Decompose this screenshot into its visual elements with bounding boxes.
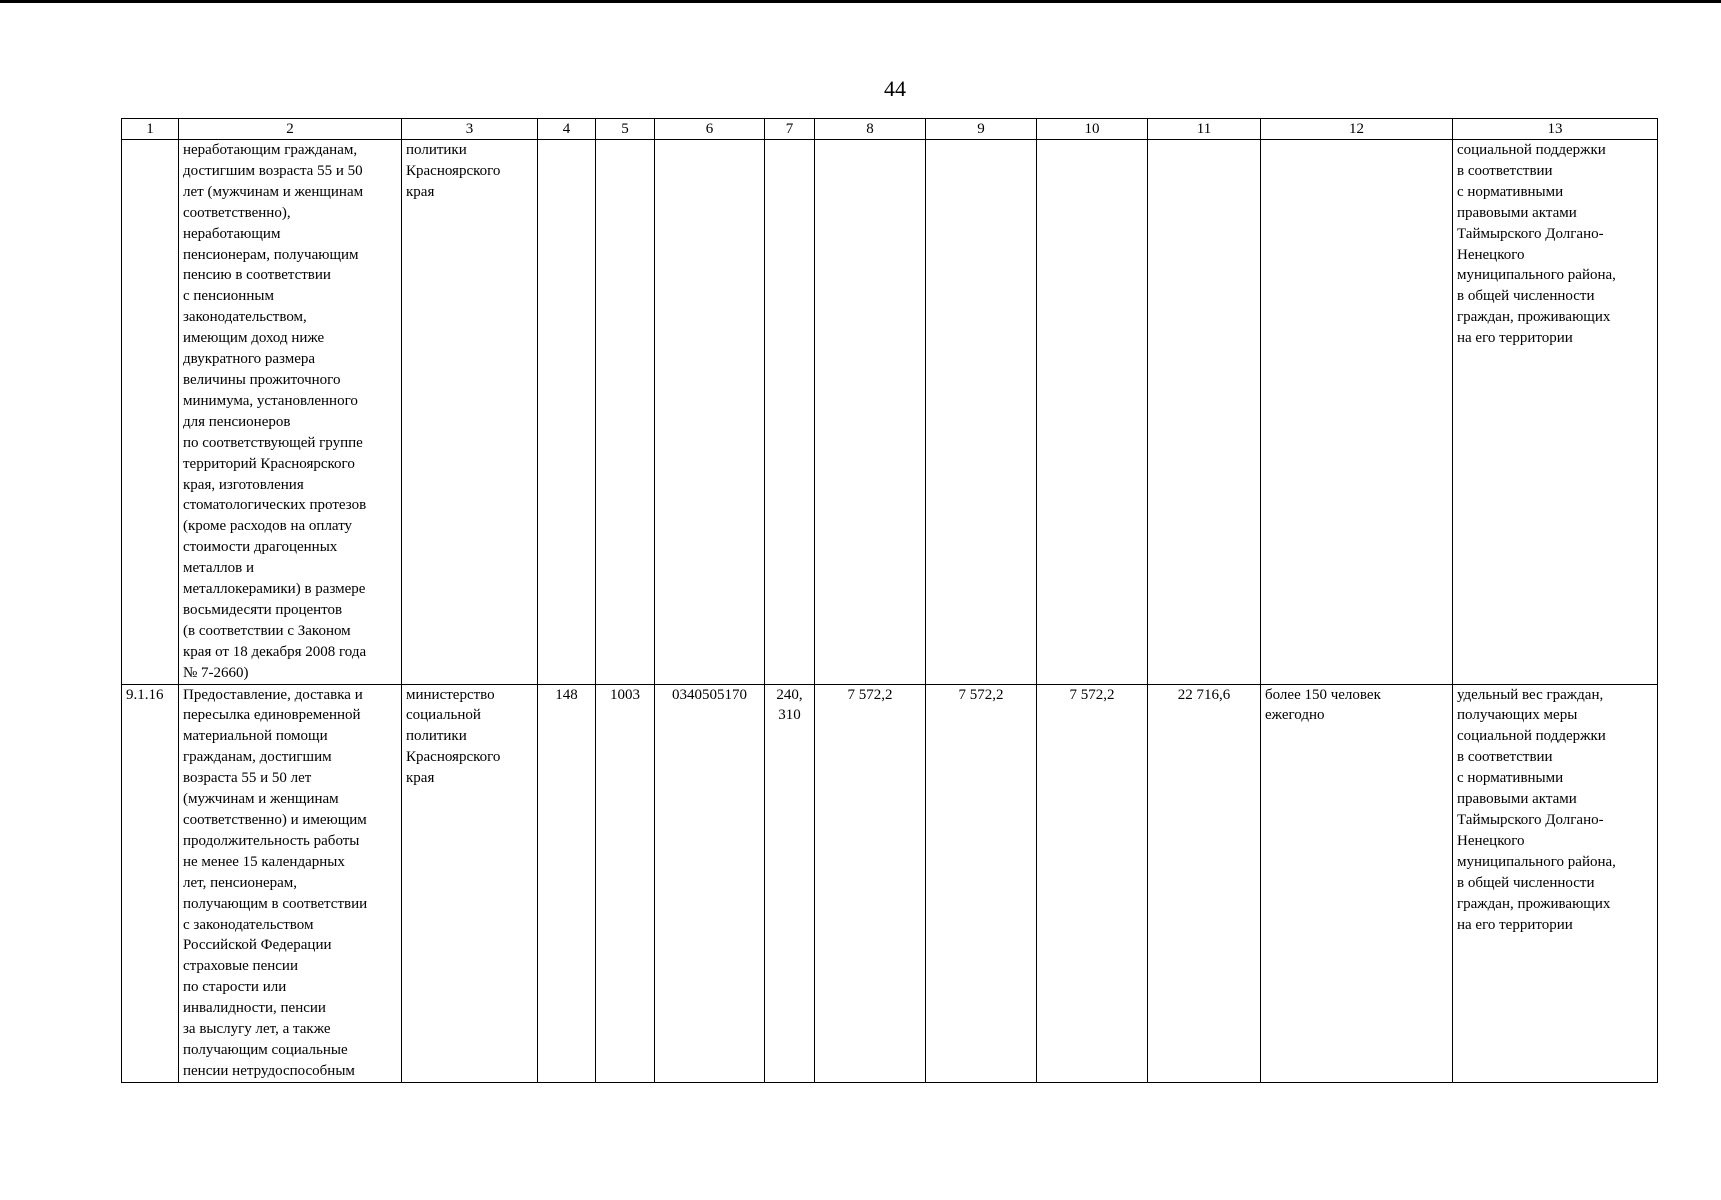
cell-col-4: 148 — [538, 684, 596, 1082]
col-header-6: 6 — [655, 119, 765, 140]
cell-description: Предоставление, доставка и пересылка единовременной материальной помощи гражданам, достигшим возраста 55 и 50 лет (мужчинам и женщинам соответственно) и имеющим продолжительность работы не менее 15 календарных лет, пенсионерам, получающим в соответствии с законодательством Российской Федерации страховые пенсии по старости или инвалидности, пенсии за выслугу лет, а также получающим социальные пенсии нетрудоспособным — [179, 684, 402, 1082]
cell-number — [122, 140, 179, 685]
cell-col-4 — [538, 140, 596, 685]
cell-col-9: 7 572,2 — [926, 684, 1037, 1082]
col-header-1: 1 — [122, 119, 179, 140]
cell-description: неработающим гражданам, достигшим возраста 55 и 50 лет (мужчинам и женщинам соответственно), неработающим пенсионерам, получающим пенсию в соответствии с пенсионным законодательством, имеющим доход ниже двукратного размера величины прожиточного минимума, установленного для пенсионеров по соответствующей группе территорий Красноярского края, изготовления стоматологических протезов (кроме расходов на оплату стоимости драгоценных металлов и металлокерамики) в размере восьмидесяти процентов (в соответствии с Законом края от 18 декабря 2008 года № 7-2660) — [179, 140, 402, 685]
cell-col-11: 22 716,6 — [1148, 684, 1261, 1082]
cell-col-5 — [596, 140, 655, 685]
cell-col-8 — [815, 140, 926, 685]
budget-table — [121, 118, 1658, 1083]
cell-col-5: 1003 — [596, 684, 655, 1082]
cell-col-12: более 150 человек ежегодно — [1261, 684, 1453, 1082]
cell-col-10: 7 572,2 — [1037, 684, 1148, 1082]
table-row — [122, 684, 1658, 1082]
cell-executor: политики Красноярского края — [402, 140, 538, 685]
cell-indicator: социальной поддержки в соответствии с нормативными правовыми актами Таймырского Долгано- Ненецкого муниципального района, в общей численности граждан, проживающих на его территории — [1453, 140, 1658, 685]
col-header-13: 13 — [1453, 119, 1658, 140]
cell-col-12 — [1261, 140, 1453, 685]
col-header-10: 10 — [1037, 119, 1148, 140]
cell-number: 9.1.16 — [122, 684, 179, 1082]
table-row — [122, 140, 1658, 685]
scan-top-border — [0, 0, 1721, 3]
col-header-9: 9 — [926, 119, 1037, 140]
page-number: 44 — [884, 76, 906, 101]
cell-col-11 — [1148, 140, 1261, 685]
cell-col-9 — [926, 140, 1037, 685]
header-row — [122, 119, 1658, 140]
cell-col-7: 240, 310 — [765, 684, 815, 1082]
col-header-3: 3 — [402, 119, 538, 140]
cell-executor: министерство социальной политики Красноярского края — [402, 684, 538, 1082]
cell-col-6 — [655, 140, 765, 685]
cell-col-6: 0340505170 — [655, 684, 765, 1082]
col-header-7: 7 — [765, 119, 815, 140]
cell-col-8: 7 572,2 — [815, 684, 926, 1082]
cell-col-10 — [1037, 140, 1148, 685]
col-header-5: 5 — [596, 119, 655, 140]
cell-col-7 — [765, 140, 815, 685]
col-header-2: 2 — [179, 119, 402, 140]
col-header-4: 4 — [538, 119, 596, 140]
col-header-8: 8 — [815, 119, 926, 140]
cell-indicator: удельный вес граждан, получающих меры социальной поддержки в соответствии с нормативными правовыми актами Таймырского Долгано- Ненецкого муниципального района, в общей численности граждан, проживающих на его территории — [1453, 684, 1658, 1082]
col-header-12: 12 — [1261, 119, 1453, 140]
col-header-11: 11 — [1148, 119, 1261, 140]
